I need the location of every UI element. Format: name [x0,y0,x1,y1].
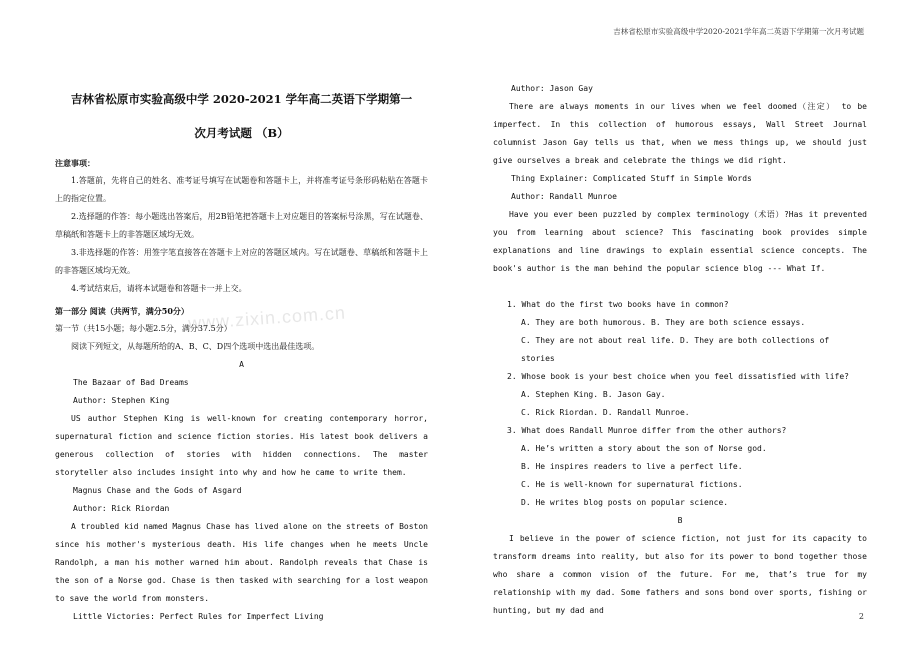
book-description: A troubled kid named Magnus Chase has lived alone on the streets of Boston since his mother's mysterious death. His life changes when he meets Uncle Randolph, a man his mother warned him about. Randolph reveals that Chase is the son of a Norse god. Chase is then tasked with searching for a lost weapon to save the world from monsters. [55,522,428,603]
book-title: Thing Explainer: Complicated Stuff in Simple Words [511,174,752,183]
title-line-1: 吉林省松原市实验高级中学 2020-2021 学年高二英语下学期第一 [70,92,413,106]
question-option: C. He is well-known for supernatural fictions. [521,480,743,489]
right-column [493,80,867,620]
note-item: 4.考试结束后，请将本试题卷和答题卡一并上交。 [71,284,247,293]
book-author: Author: Rick Riordan [73,504,170,513]
note-item: 2.选择题的作答：每小题选出答案后，用2B铅笔把答题卡上对应题目的答案标号涂黑，写在试题卷、草稿纸和答题卡上的非答题区域均无效。 [55,212,428,239]
book-title: The Bazaar of Bad Dreams [73,378,189,387]
notes-heading: 注意事项： [55,158,95,168]
question-option: A. Stephen King. B. Jason Gay. [521,390,666,399]
question-stem: 1. What do the first two books have in common? [507,300,729,309]
document-title [55,80,428,150]
part1-heading: 第一部分 阅读（共两节，满分50分） [55,306,189,316]
book-description: Have you ever been puzzled by complex terminology（术语）?Has it prevented you from learning about science? This fascinating book provides simple explanations and line drawings to explain essential science concepts. The book's author is the man behind the popular science blog --- What If. [493,210,867,273]
question-option: C. Rick Riordan. D. Randall Munroe. [521,408,690,417]
instruction-text: 阅读下列短文，从每题所给的A、B、C、D四个选项中选出最佳选项。 [71,342,320,351]
question-option: C. They are not about real life. D. They are both collections of stories [521,336,830,363]
left-column [55,80,428,626]
question-stem: 3. What does Randall Munroe differ from the other authors? [507,426,787,435]
page-number: 2 [858,612,864,621]
watermark: www.zixin.com.cn [187,302,347,334]
passage-b-text: I believe in the power of science fiction, not just for its capacity to transform dreams into reality, but also for its power to bond together those who share a common vision of the future. For me, that’s true for my relationship with my dad. Some fathers and sons bond over sports, fishing or hunting, but my dad and [493,534,867,615]
note-item: 3.非选择题的作答：用签字笔直接答在答题卡上对应的答题区域内。写在试题卷、草稿纸和答题卡上的非答题区域均无效。 [55,248,428,275]
question-option: D. He writes blog posts on popular science. [521,498,729,507]
book-title: Little Victories: Perfect Rules for Imperfect Living [73,612,324,621]
question-option: B. He inspires readers to live a perfect life. [521,462,743,471]
passage-a-label: A [239,360,244,369]
note-item: 1.答题前，先将自己的姓名、准考证号填写在试题卷和答题卡上，并将准考证号条形码粘贴在答题卡上的指定位置。 [55,176,428,203]
question-option: A. They are both humorous. B. They are both science essays. [521,318,806,327]
book-title: Magnus Chase and the Gods of Asgard [73,486,242,495]
passage-b-label: B [677,516,683,525]
book-author: Author: Randall Munroe [511,192,617,201]
book-author: Author: Stephen King [73,396,170,405]
book-description: US author Stephen King is well-known for creating contemporary horror, supernatural fiction and science fiction stories. His latest book delivers a generous collection of stories with hidden connections. The master storyteller also includes insight into why and how he came to write them. [55,414,428,477]
book-description: There are always moments in our lives when we feel doomed（注定） to be imperfect. In this collection of humorous essays, Wall Street Journal columnist Jason Gay tells us that, when we mess things up, we should just give ourselves a break and celebrate the things we did right. [493,102,867,165]
question-option: A. He’s written a story about the son of Norse god. [521,444,767,453]
section1-heading: 第一节（共15小题；每小题2.5分，满分37.5分） [55,324,232,333]
title-line-2: 次月考试题 （B） [194,126,289,140]
question-stem: 2. Whose book is your best choice when you feel dissatisfied with life? [507,372,849,381]
book-author: Author: Jason Gay [511,84,593,93]
running-header: 吉林省松原市实验高级中学2020-2021学年高二英语下学期第一次月考试题 [613,27,864,36]
